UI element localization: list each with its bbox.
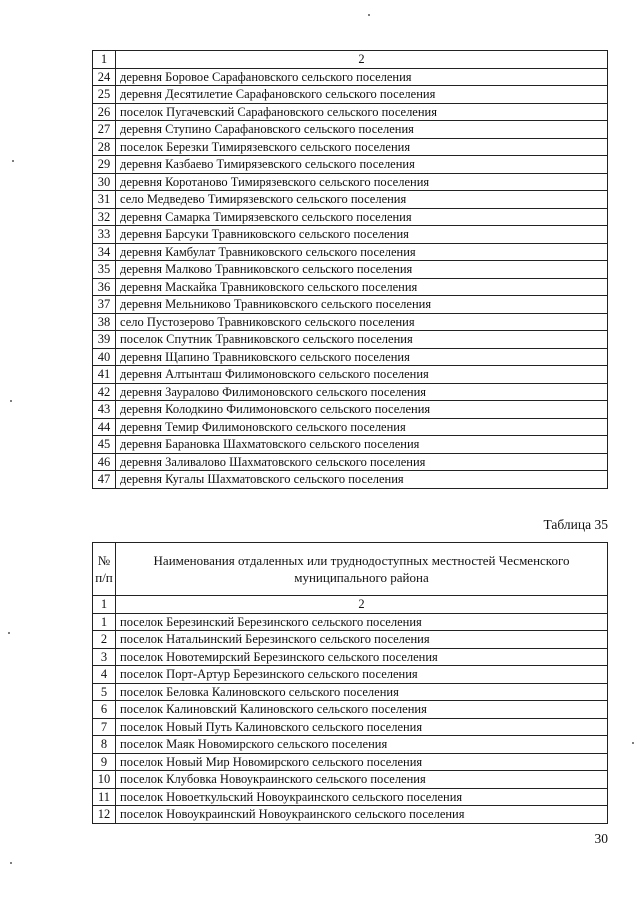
table-row [93,631,608,649]
scan-speck [8,632,10,634]
row-locality-name: деревня Боровое Сарафановского сельского поселения [116,68,608,86]
row-locality-name: деревня Казбаево Тимирязевского сельского поселения [116,156,608,174]
row-number: 4 [93,666,116,684]
table-row [93,366,608,384]
row-locality-name: село Пустозерово Травниковского сельского поселения [116,313,608,331]
table-row [93,383,608,401]
row-locality-name: поселок Натальинский Березинского сельского поселения [116,631,608,649]
row-number: 33 [93,226,116,244]
row-number: 41 [93,366,116,384]
table-row [93,666,608,684]
table-row [93,331,608,349]
table-row [93,418,608,436]
scan-speck [12,160,14,162]
row-locality-name: деревня Зауралово Филимоновского сельского поселения [116,383,608,401]
row-locality-name: деревня Ступино Сарафановского сельского поселения [116,121,608,139]
table-row [93,313,608,331]
row-locality-name: деревня Коротаново Тимирязевского сельского поселения [116,173,608,191]
table-row [93,436,608,454]
row-locality-name: поселок Калиновский Калиновского сельского поселения [116,701,608,719]
row-locality-name: поселок Новоукраинский Новоукраинского сельского поселения [116,806,608,824]
row-number: 5 [93,683,116,701]
row-number: 3 [93,648,116,666]
table-row [93,173,608,191]
table-row [93,208,608,226]
row-number: 27 [93,121,116,139]
row-number: 46 [93,453,116,471]
table-row [93,226,608,244]
table-row [93,191,608,209]
row-locality-name: деревня Мельниково Травниковского сельского поселения [116,296,608,314]
table-row [93,806,608,824]
table-row [93,771,608,789]
row-locality-name: поселок Порт-Артур Березинского сельского поселения [116,666,608,684]
row-number: 7 [93,718,116,736]
row-locality-name: деревня Темир Филимоновского сельского поселения [116,418,608,436]
row-number: 24 [93,68,116,86]
row-number: 9 [93,753,116,771]
table-row [93,453,608,471]
table-row [93,683,608,701]
scan-speck [10,400,12,402]
row-number: 29 [93,156,116,174]
row-locality-name: деревня Заливалово Шахматовского сельского поселения [116,453,608,471]
scan-speck [632,742,634,744]
table-continuation-body [93,51,608,489]
table-row [93,103,608,121]
row-number: 45 [93,436,116,454]
number-column-title: № п/п [93,543,116,596]
row-locality-name: деревня Колодкино Филимоновского сельского поселения [116,401,608,419]
table-row [93,701,608,719]
row-locality-name: поселок Березки Тимирязевского сельского поселения [116,138,608,156]
table-row [93,736,608,754]
row-number: 2 [93,631,116,649]
table-row [93,156,608,174]
row-number: 44 [93,418,116,436]
row-locality-name: деревня Камбулат Травниковского сельского поселения [116,243,608,261]
row-locality-name: деревня Маскайка Травниковского сельского поселения [116,278,608,296]
table-row [93,613,608,631]
row-number: 28 [93,138,116,156]
row-locality-name: деревня Барановка Шахматовского сельского поселения [116,436,608,454]
row-number: 38 [93,313,116,331]
table-row [93,471,608,489]
table-row [93,121,608,139]
row-locality-name: поселок Новоеткульский Новоукраинского сельского поселения [116,788,608,806]
row-locality-name: деревня Щапино Травниковского сельского поселения [116,348,608,366]
row-number: 43 [93,401,116,419]
row-locality-name: поселок Березинский Березинского сельского поселения [116,613,608,631]
row-locality-name: поселок Пугачевский Сарафановского сельского поселения [116,103,608,121]
row-locality-name: поселок Новый Мир Новомирского сельского поселения [116,753,608,771]
row-locality-name: деревня Барсуки Травниковского сельского поселения [116,226,608,244]
table-row [93,68,608,86]
row-locality-name: поселок Спутник Травниковского сельского поселения [116,331,608,349]
column-number-header: 1 [93,596,116,614]
row-number: 32 [93,208,116,226]
table-header-row [93,51,608,69]
table-35 [92,542,608,824]
table-row [93,718,608,736]
table-row [93,86,608,104]
row-number: 47 [93,471,116,489]
row-number: 12 [93,806,116,824]
row-locality-name: деревня Алтынташ Филимоновского сельского поселения [116,366,608,384]
table-row [93,296,608,314]
table-title-row [93,543,608,596]
row-number: 34 [93,243,116,261]
row-locality-name: село Медведево Тимирязевского сельского поселения [116,191,608,209]
table-row [93,138,608,156]
row-number: 30 [93,173,116,191]
row-number: 10 [93,771,116,789]
row-locality-name: поселок Новый Путь Калиновского сельского поселения [116,718,608,736]
table-row [93,243,608,261]
table-continuation [92,50,608,489]
row-locality-name: поселок Новотемирский Березинского сельского поселения [116,648,608,666]
row-number: 25 [93,86,116,104]
column-name-header: 2 [116,596,608,614]
row-number: 1 [93,613,116,631]
row-locality-name: деревня Десятилетие Сарафановского сельского поселения [116,86,608,104]
row-number: 42 [93,383,116,401]
row-number: 37 [93,296,116,314]
scan-speck [10,862,12,864]
row-locality-name: поселок Маяк Новомирского сельского поселения [116,736,608,754]
row-number: 35 [93,261,116,279]
table-row [93,648,608,666]
row-locality-name: поселок Беловка Калиновского сельского поселения [116,683,608,701]
row-number: 8 [93,736,116,754]
row-number: 40 [93,348,116,366]
table-row [93,788,608,806]
table-header-row [93,596,608,614]
row-locality-name: деревня Самарка Тимирязевского сельского поселения [116,208,608,226]
column-name-header: 2 [116,51,608,69]
table-row [93,753,608,771]
row-number: 39 [93,331,116,349]
table-row [93,348,608,366]
row-number: 6 [93,701,116,719]
table-row [93,401,608,419]
row-number: 11 [93,788,116,806]
row-number: 26 [93,103,116,121]
table-caption: Таблица 35 [543,517,608,532]
table-row [93,278,608,296]
row-locality-name: поселок Клубовка Новоукраинского сельского поселения [116,771,608,789]
row-number: 31 [93,191,116,209]
scan-speck [368,14,370,16]
name-column-title: Наименования отдаленных или труднодоступных местностей Чесменского муниципального района [116,543,608,596]
row-locality-name: деревня Кугалы Шахматовского сельского поселения [116,471,608,489]
row-locality-name: деревня Малково Травниковского сельского поселения [116,261,608,279]
table-row [93,261,608,279]
page-number: 30 [594,831,608,846]
row-number: 36 [93,278,116,296]
column-number-header: 1 [93,51,116,69]
table-35-body [93,543,608,824]
